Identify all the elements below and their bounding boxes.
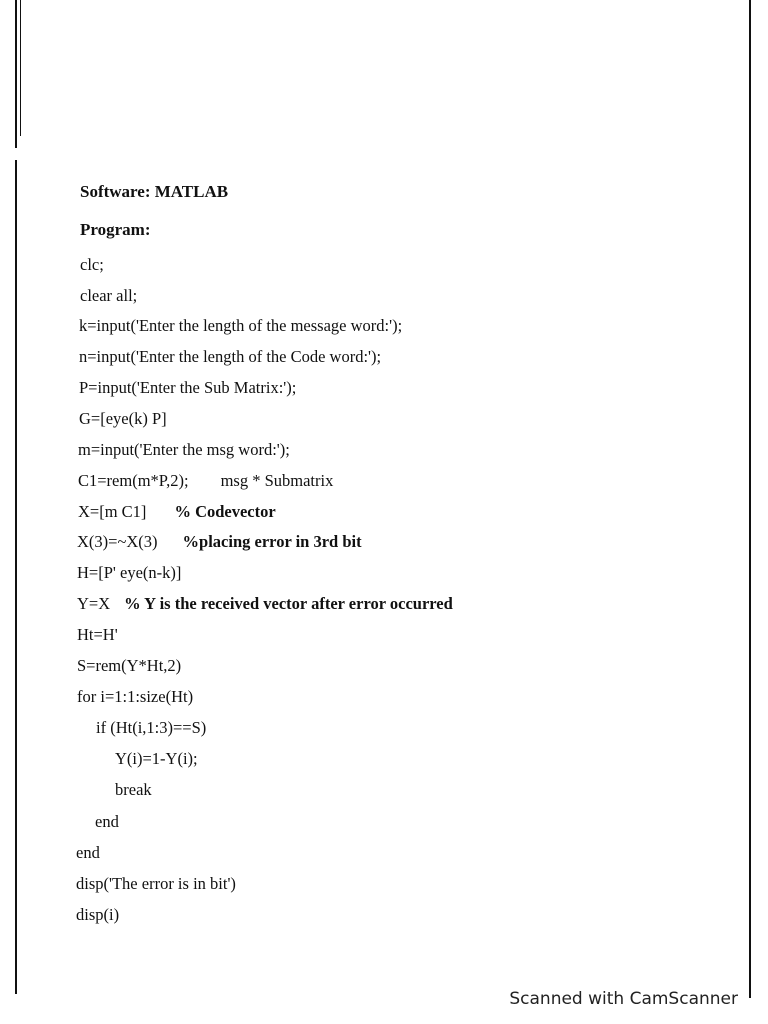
code-line [77,532,362,552]
code-annotation: msg * Submatrix [220,471,334,490]
code-line [78,440,290,460]
code-line [79,347,381,367]
code-text: k=input('Enter the length of the message word:'); [79,316,403,335]
code-text: for i=1:1:size(Ht) [77,687,194,706]
program-heading: Program: [80,220,151,239]
code-line [80,255,104,275]
code-text: X(3)=~X(3) [77,532,158,551]
code-comment: % Codevector [174,502,276,521]
code-text: end [95,812,119,831]
page-edge-left-top-inner [20,0,21,136]
code-line [77,625,118,645]
code-line [76,874,236,894]
code-line [79,378,296,398]
code-line [115,749,198,769]
code-comment: % Y is the received vector after error occurred [124,594,453,613]
page-edge-right [749,0,751,998]
code-text: Y(i)=1-Y(i); [115,749,198,768]
code-line [77,687,193,707]
code-line [79,316,402,336]
code-line [77,563,181,583]
code-text: C1=rem(m*P,2); [78,471,189,490]
code-line [78,502,276,522]
code-text: Ht=H' [77,625,118,644]
code-comment: %placing error in 3rd bit [182,532,362,551]
code-text: clc; [80,255,104,274]
code-text: end [76,843,100,862]
code-text: S=rem(Y*Ht,2) [77,656,182,675]
code-line [115,780,152,800]
code-text: G=[eye(k) P] [79,409,167,428]
software-heading: Software: MATLAB [80,182,229,201]
code-line [76,905,119,925]
page-edge-left-top [15,0,17,148]
code-text: if (Ht(i,1:3)==S) [96,718,207,737]
code-text: clear all; [80,286,138,305]
code-line [77,594,453,614]
page-edge-left [15,160,17,994]
code-text: H=[P' eye(n-k)] [77,563,182,582]
code-line [80,286,137,306]
code-text: break [115,780,152,799]
code-text: disp('The error is in bit') [76,874,236,893]
scanner-watermark: Scanned with CamScanner [509,989,738,1009]
code-line [95,812,119,832]
code-text: X=[m C1] [78,502,147,521]
code-text: Y=X [77,594,111,613]
code-line [79,409,167,429]
code-line [78,471,333,491]
code-text: n=input('Enter the length of the Code word:'); [79,347,382,366]
code-line [77,656,181,676]
code-text: disp(i) [76,905,120,924]
code-text: P=input('Enter the Sub Matrix:'); [79,378,297,397]
code-text: m=input('Enter the msg word:'); [78,440,290,459]
code-line [96,718,206,738]
code-line [76,843,100,863]
